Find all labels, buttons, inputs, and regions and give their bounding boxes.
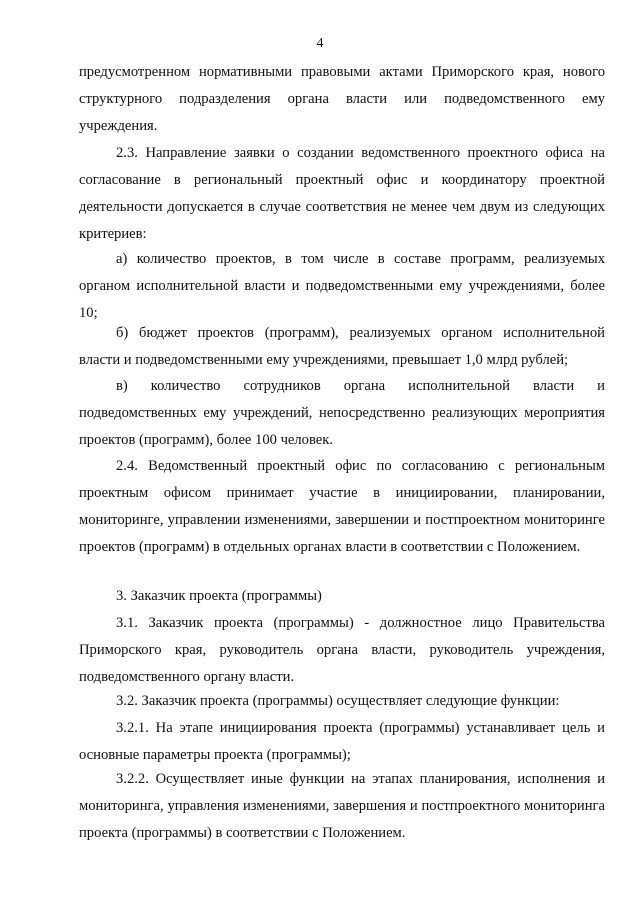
- paragraph-2-3-a: а) количество проектов, в том числе в составе программ, реализуемых органом исполнительной власти и подведомственными ему учреждениями, более 10;: [79, 251, 605, 321]
- paragraph-3-2: 3.2. Заказчик проекта (программы) осуществляет следующие функции:: [116, 693, 560, 709]
- paragraph-2-4: 2.4. Ведомственный проектный офис по согласованию с региональным проектным офисом принимает участие в инициировании, планировании, мониторинге, управлении изменениями, завершении и постпроектном мониторинге проектов (программ) в отдельных органах власти в соответствии с Положением.: [79, 458, 605, 555]
- page-number: 4: [316, 36, 324, 51]
- paragraph-3-1: 3.1. Заказчик проекта (программы) - должностное лицо Правительства Приморского края, руководитель органа власти, руководитель учреждения, подведомственного органу власти.: [79, 615, 605, 685]
- paragraph-continuation: предусмотренном нормативными правовыми актами Приморского края, нового структурного подразделения органа власти или подведомственного ему учреждения.: [79, 64, 605, 134]
- paragraph-2-3: 2.3. Направление заявки о создании ведомственного проектного офиса на согласование в региональный проектный офис и координатору проектной деятельности допускается в случае соответствия не менее чем двум из следующих критериев:: [79, 145, 605, 242]
- paragraph-3-2-1: 3.2.1. На этапе инициирования проекта (программы) устанавливает цель и основные параметры проекта (программы);: [79, 720, 605, 763]
- paragraph-2-3-b: б) бюджет проектов (программ), реализуемых органом исполнительной власти и подведомственными ему учреждениями, превышает 1,0 млрд рублей;: [79, 325, 605, 368]
- section-heading-3: 3. Заказчик проекта (программы): [116, 588, 322, 604]
- paragraph-3-2-2: 3.2.2. Осуществляет иные функции на этапах планирования, исполнения и мониторинга, управления изменениями, завершения и постпроектного мониторинга проекта (программы) в соответствии с Положением.: [79, 771, 605, 841]
- paragraph-2-3-v: в) количество сотрудников органа исполнительной власти и подведомственных ему учреждений, непосредственно реализующих мероприятия проектов (программ), более 100 человек.: [79, 378, 605, 448]
